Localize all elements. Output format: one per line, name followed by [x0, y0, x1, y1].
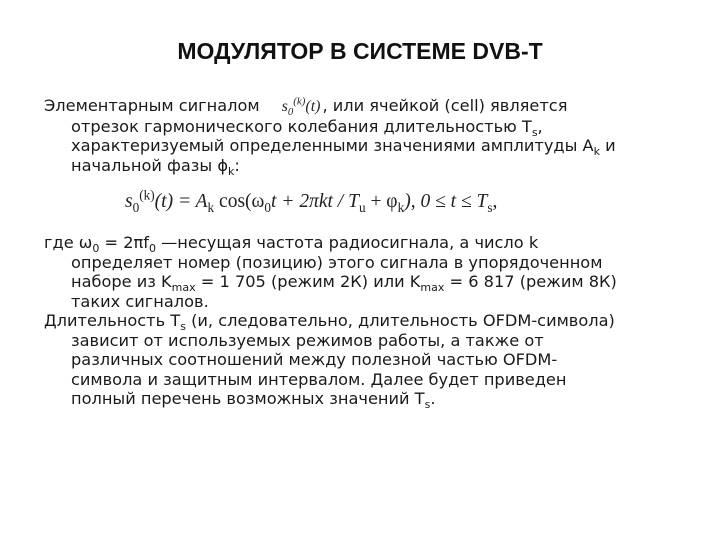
- text-line: полный перечень возможных значений $T_s$.: [71, 389, 436, 412]
- text-line: отрезок гармонического колебания длительностью $T_s$,: [71, 116, 543, 139]
- text-line: различных соотношений между полезной частью OFDM-: [71, 350, 558, 369]
- text-line: где $\omega_0 = 2\pi f_0$ —несущая частота радиосигнала, а число k: [44, 233, 539, 256]
- slide-title: МОДУЛЯТОР В СИСТЕМЕ DVB-T: [177, 38, 543, 64]
- paragraph-duration: [44, 311, 684, 412]
- slide-body: [44, 95, 684, 412]
- text-line: [44, 96, 684, 117]
- text-line: Длительность $T_s$ (и, следовательно, длительность OFDM-символа): [44, 311, 615, 334]
- text-line: зависит от используемых режимов работы, а также от: [71, 330, 544, 350]
- signal-formula: $s_0^{(k)}(t) = A_k$ $\cos(\omega_0t + 2\pi kt / T_u + \varphi_k)$, $0 \le t \le T_s$,: [125, 187, 498, 215]
- paragraph-definition: [44, 95, 684, 178]
- text-line: определяет номер (позицию) этого сигнала в упорядоченном: [71, 252, 603, 272]
- text-line: символа и защитным интервалом. Далее будет приведен: [71, 369, 567, 389]
- text-line: характеризуемый определенными значениями амплитуды $A_k$ и: [71, 136, 616, 159]
- inline-formula: $s_0^{(k)}(t)$: [281, 95, 321, 119]
- text-line: таких сигналов.: [71, 291, 209, 311]
- text-span: , или ячейкой (cell) является: [322, 96, 568, 115]
- paragraph-where: [44, 233, 684, 311]
- text-line: начальной фазы $\phi_k$:: [71, 155, 240, 178]
- text-span: Элементарным сигналом: [44, 96, 260, 115]
- text-line: наборе из $K_{max} = 1$ 705 (режим 2К) или $K_{max} = 6$ 817 (режим 8К): [71, 272, 617, 295]
